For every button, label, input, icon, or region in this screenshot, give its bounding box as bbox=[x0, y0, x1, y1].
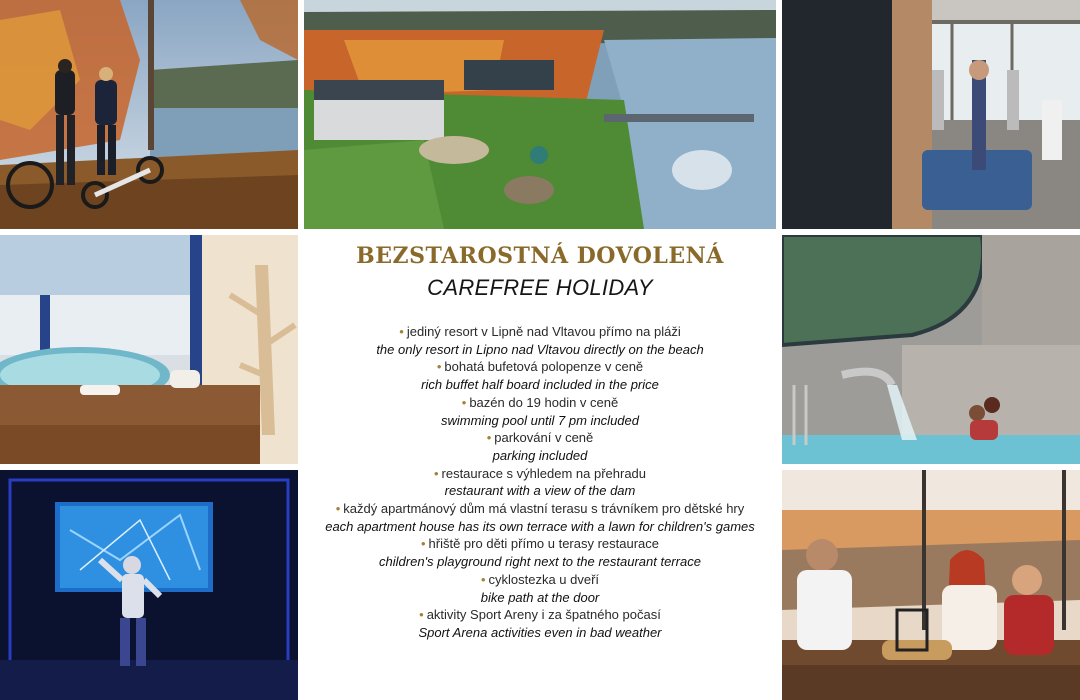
title-czech: BEZSTAROSTNÁ DOVOLENÁ bbox=[356, 243, 724, 269]
feature-item bbox=[304, 535, 776, 570]
feature-czech-text: hřiště pro děti přímo u terasy restaurace bbox=[428, 536, 660, 552]
title-english: CAREFREE HOLIDAY bbox=[427, 275, 653, 300]
bullet-icon: • bbox=[419, 607, 424, 623]
bullet-icon: • bbox=[486, 430, 492, 446]
feature-czech bbox=[304, 323, 776, 341]
feature-czech-text: parkování v ceně bbox=[494, 430, 594, 446]
resort-aerial-photo bbox=[304, 0, 776, 229]
feature-czech bbox=[304, 535, 776, 553]
whirlpool-photo bbox=[0, 235, 298, 464]
pool-waterfall-photo bbox=[782, 235, 1080, 464]
feature-item bbox=[304, 323, 776, 358]
feature-czech-text: cyklostezka u dveří bbox=[488, 571, 600, 587]
feature-czech-text: jediný resort v Lipně nad Vltavou přímo na pláži bbox=[406, 324, 681, 339]
gym-photo bbox=[782, 0, 1080, 229]
feature-english: each apartment house has its own terrace with a lawn for children's games bbox=[325, 518, 755, 534]
bullet-icon: • bbox=[461, 394, 467, 410]
feature-item bbox=[304, 465, 776, 500]
feature-item bbox=[304, 606, 776, 641]
bullet-icon: • bbox=[480, 571, 486, 587]
feature-list bbox=[304, 323, 776, 642]
feature-czech bbox=[304, 394, 776, 412]
feature-czech bbox=[304, 358, 776, 376]
feature-english: bike path at the door bbox=[480, 589, 600, 605]
feature-czech bbox=[304, 465, 776, 483]
bullet-icon: • bbox=[436, 359, 442, 375]
feature-czech-text: restaurace s výhledem na přehradu bbox=[441, 465, 647, 481]
feature-czech bbox=[304, 429, 776, 447]
family-dining-photo bbox=[782, 470, 1080, 700]
bullet-icon: • bbox=[335, 501, 341, 517]
bullet-icon: • bbox=[420, 536, 426, 552]
bullet-icon: • bbox=[433, 465, 439, 481]
feature-english: Sport Arena activities even in bad weather bbox=[418, 624, 662, 640]
feature-english: swimming pool until 7 pm included bbox=[441, 412, 639, 428]
feature-czech bbox=[304, 571, 776, 589]
feature-czech bbox=[304, 500, 776, 518]
feature-czech-text: aktivity Sport Areny i za špatného počasí bbox=[426, 607, 661, 623]
feature-item bbox=[304, 500, 776, 535]
feature-czech-text: každý apartmánový dům má vlastní terasu s trávníkem pro dětské hry bbox=[343, 501, 745, 517]
feature-item bbox=[304, 571, 776, 606]
feature-czech bbox=[304, 606, 776, 624]
feature-english: the only resort in Lipno nad Vltavou directly on the beach bbox=[376, 341, 704, 357]
feature-english: children's playground right next to the restaurant terrace bbox=[379, 554, 701, 570]
feature-english: restaurant with a view of the dam bbox=[444, 483, 636, 499]
feature-item bbox=[304, 394, 776, 429]
features-panel bbox=[304, 235, 776, 700]
feature-english: parking included bbox=[492, 447, 588, 463]
feature-item bbox=[304, 429, 776, 464]
bullet-icon: • bbox=[399, 324, 404, 339]
feature-item bbox=[304, 358, 776, 393]
feature-czech-text: bazén do 19 hodin v ceně bbox=[469, 394, 619, 410]
feature-english: rich buffet half board included in the price bbox=[421, 377, 659, 393]
bike-by-lake-photo bbox=[0, 0, 298, 229]
feature-czech-text: bohatá bufetová polopenze v ceně bbox=[444, 359, 644, 375]
vr-game-photo bbox=[0, 470, 298, 700]
